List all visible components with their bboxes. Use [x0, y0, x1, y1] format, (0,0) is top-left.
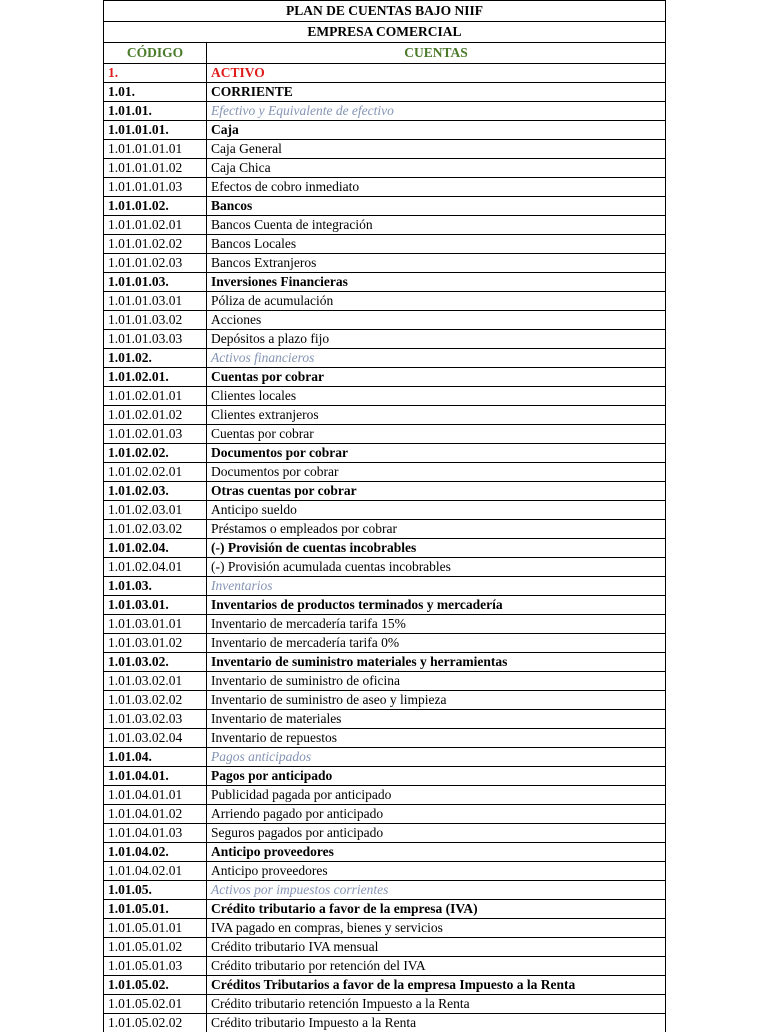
account-code: 1.01.01.02.03 — [104, 254, 207, 273]
account-code: 1.01.04.01.01 — [104, 786, 207, 805]
account-name: Anticipo proveedores — [207, 862, 666, 881]
account-row — [104, 330, 666, 349]
account-row — [104, 672, 666, 691]
account-row — [104, 596, 666, 615]
account-name: Arriendo pagado por anticipado — [207, 805, 666, 824]
account-row — [104, 634, 666, 653]
account-name: Póliza de acumulación — [207, 292, 666, 311]
account-code: 1.01.04. — [104, 748, 207, 767]
account-row — [104, 178, 666, 197]
account-row — [104, 501, 666, 520]
account-name: Bancos Extranjeros — [207, 254, 666, 273]
account-name: Bancos Cuenta de integración — [207, 216, 666, 235]
account-row — [104, 254, 666, 273]
account-code: 1.01.01.01.01 — [104, 140, 207, 159]
account-row — [104, 843, 666, 862]
account-code: 1.01.05.01. — [104, 900, 207, 919]
account-row — [104, 1014, 666, 1032]
account-name: Publicidad pagada por anticipado — [207, 786, 666, 805]
account-code: 1.01.04.02. — [104, 843, 207, 862]
account-code: 1.01.01.03. — [104, 273, 207, 292]
account-row — [104, 406, 666, 425]
account-code: 1.01.01.01.03 — [104, 178, 207, 197]
account-code: 1.01. — [104, 83, 207, 102]
account-code: 1.01.02.03.01 — [104, 501, 207, 520]
account-row — [104, 539, 666, 558]
account-row — [104, 216, 666, 235]
account-name: Inventario de mercadería tarifa 15% — [207, 615, 666, 634]
account-name: Anticipo sueldo — [207, 501, 666, 520]
account-name: Bancos — [207, 197, 666, 216]
account-row — [104, 900, 666, 919]
account-row — [104, 862, 666, 881]
company-name: EMPRESA COMERCIAL — [104, 22, 666, 43]
account-code: 1.01.02.03.02 — [104, 520, 207, 539]
account-name: IVA pagado en compras, bienes y servicios — [207, 919, 666, 938]
account-name: Crédito tributario a favor de la empresa (IVA) — [207, 900, 666, 919]
account-name: CORRIENTE — [207, 83, 666, 102]
account-code: 1.01.01.02. — [104, 197, 207, 216]
account-code: 1.01.01.02.01 — [104, 216, 207, 235]
account-code: 1.01.05.02. — [104, 976, 207, 995]
account-row — [104, 957, 666, 976]
account-name: Inventario de repuestos — [207, 729, 666, 748]
account-name: Inventario de suministro de oficina — [207, 672, 666, 691]
account-code: 1.01.01.01.02 — [104, 159, 207, 178]
account-name: Cuentas por cobrar — [207, 368, 666, 387]
account-code: 1.01.02.03. — [104, 482, 207, 501]
account-row — [104, 292, 666, 311]
account-row — [104, 558, 666, 577]
account-name: Crédito tributario por retención del IVA — [207, 957, 666, 976]
account-code: 1.01.02.01. — [104, 368, 207, 387]
account-code: 1.01.04.01. — [104, 767, 207, 786]
account-name: Inventarios de productos terminados y mercadería — [207, 596, 666, 615]
account-name: Inventario de suministro de aseo y limpieza — [207, 691, 666, 710]
account-code: 1.01.05. — [104, 881, 207, 900]
account-code: 1.01.04.01.03 — [104, 824, 207, 843]
account-row — [104, 520, 666, 539]
account-row — [104, 995, 666, 1014]
account-row — [104, 444, 666, 463]
account-row — [104, 102, 666, 121]
account-row — [104, 710, 666, 729]
account-name: Anticipo proveedores — [207, 843, 666, 862]
account-code: 1.01.04.02.01 — [104, 862, 207, 881]
account-code: 1.01.02.02.01 — [104, 463, 207, 482]
account-name: Caja General — [207, 140, 666, 159]
account-code: 1.01.02.02. — [104, 444, 207, 463]
account-name: Depósitos a plazo fijo — [207, 330, 666, 349]
account-code: 1.01.03.01.02 — [104, 634, 207, 653]
account-code: 1.01.01.03.01 — [104, 292, 207, 311]
account-row — [104, 235, 666, 254]
account-name: Inventario de suministro materiales y herramientas — [207, 653, 666, 672]
account-row — [104, 197, 666, 216]
account-code: 1.01.03.02. — [104, 653, 207, 672]
account-name: Efectivo y Equivalente de efectivo — [207, 102, 666, 121]
account-name: Inversiones Financieras — [207, 273, 666, 292]
account-row — [104, 311, 666, 330]
account-code: 1.01.03.01.01 — [104, 615, 207, 634]
account-name: Clientes extranjeros — [207, 406, 666, 425]
account-row — [104, 425, 666, 444]
account-name: Bancos Locales — [207, 235, 666, 254]
account-name: (-) Provisión acumulada cuentas incobrables — [207, 558, 666, 577]
column-header-code: CÓDIGO — [104, 43, 207, 64]
account-name: Caja Chica — [207, 159, 666, 178]
account-row — [104, 140, 666, 159]
header-row — [104, 43, 666, 64]
document-title: PLAN DE CUENTAS BAJO NIIF — [104, 1, 666, 22]
account-row — [104, 938, 666, 957]
account-name: Caja — [207, 121, 666, 140]
account-name: (-) Provisión de cuentas incobrables — [207, 539, 666, 558]
account-code: 1.01.03.02.02 — [104, 691, 207, 710]
account-name: Activos financieros — [207, 349, 666, 368]
account-name: Préstamos o empleados por cobrar — [207, 520, 666, 539]
account-name: Inventario de mercadería tarifa 0% — [207, 634, 666, 653]
account-code: 1. — [104, 64, 207, 83]
account-row — [104, 615, 666, 634]
account-row — [104, 767, 666, 786]
account-name: Crédito tributario retención Impuesto a la Renta — [207, 995, 666, 1014]
account-code: 1.01.03.02.01 — [104, 672, 207, 691]
account-code: 1.01.01. — [104, 102, 207, 121]
account-code: 1.01.04.01.02 — [104, 805, 207, 824]
account-code: 1.01.05.02.01 — [104, 995, 207, 1014]
account-row — [104, 577, 666, 596]
account-name: ACTIVO — [207, 64, 666, 83]
account-row — [104, 64, 666, 83]
account-row — [104, 919, 666, 938]
account-code: 1.01.05.01.01 — [104, 919, 207, 938]
account-name: Créditos Tributarios a favor de la empresa Impuesto a la Renta — [207, 976, 666, 995]
account-row — [104, 729, 666, 748]
chart-of-accounts-table — [103, 0, 666, 1032]
account-row — [104, 691, 666, 710]
account-name: Cuentas por cobrar — [207, 425, 666, 444]
account-row — [104, 368, 666, 387]
account-code: 1.01.05.01.03 — [104, 957, 207, 976]
account-name: Activos por impuestos corrientes — [207, 881, 666, 900]
account-code: 1.01.03.01. — [104, 596, 207, 615]
title-row — [104, 1, 666, 22]
account-row — [104, 653, 666, 672]
account-code: 1.01.05.02.02 — [104, 1014, 207, 1032]
account-row — [104, 482, 666, 501]
account-row — [104, 976, 666, 995]
account-name: Acciones — [207, 311, 666, 330]
account-row — [104, 273, 666, 292]
account-row — [104, 748, 666, 767]
account-row — [104, 805, 666, 824]
account-code: 1.01.02.04.01 — [104, 558, 207, 577]
table-body — [104, 1, 666, 1032]
account-code: 1.01.03.02.04 — [104, 729, 207, 748]
account-row — [104, 786, 666, 805]
account-code: 1.01.01.03.02 — [104, 311, 207, 330]
account-code: 1.01.01.01. — [104, 121, 207, 140]
account-name: Otras cuentas por cobrar — [207, 482, 666, 501]
account-name: Inventario de materiales — [207, 710, 666, 729]
account-code: 1.01.01.03.03 — [104, 330, 207, 349]
account-row — [104, 387, 666, 406]
account-code: 1.01.02. — [104, 349, 207, 368]
account-code: 1.01.02.01.01 — [104, 387, 207, 406]
account-name: Crédito tributario IVA mensual — [207, 938, 666, 957]
account-code: 1.01.01.02.02 — [104, 235, 207, 254]
account-row — [104, 824, 666, 843]
account-name: Pagos por anticipado — [207, 767, 666, 786]
account-code: 1.01.02.01.03 — [104, 425, 207, 444]
account-code: 1.01.02.04. — [104, 539, 207, 558]
account-row — [104, 463, 666, 482]
account-name: Documentos por cobrar — [207, 463, 666, 482]
account-code: 1.01.03. — [104, 577, 207, 596]
account-row — [104, 83, 666, 102]
account-row — [104, 121, 666, 140]
account-code: 1.01.05.01.02 — [104, 938, 207, 957]
account-row — [104, 349, 666, 368]
account-code: 1.01.02.01.02 — [104, 406, 207, 425]
account-code: 1.01.03.02.03 — [104, 710, 207, 729]
account-name: Inventarios — [207, 577, 666, 596]
subtitle-row — [104, 22, 666, 43]
account-row — [104, 881, 666, 900]
account-name: Documentos por cobrar — [207, 444, 666, 463]
account-name: Efectos de cobro inmediato — [207, 178, 666, 197]
column-header-accounts: CUENTAS — [207, 43, 666, 64]
account-name: Seguros pagados por anticipado — [207, 824, 666, 843]
account-name: Clientes locales — [207, 387, 666, 406]
account-name: Pagos anticipados — [207, 748, 666, 767]
account-name: Crédito tributario Impuesto a la Renta — [207, 1014, 666, 1032]
account-row — [104, 159, 666, 178]
